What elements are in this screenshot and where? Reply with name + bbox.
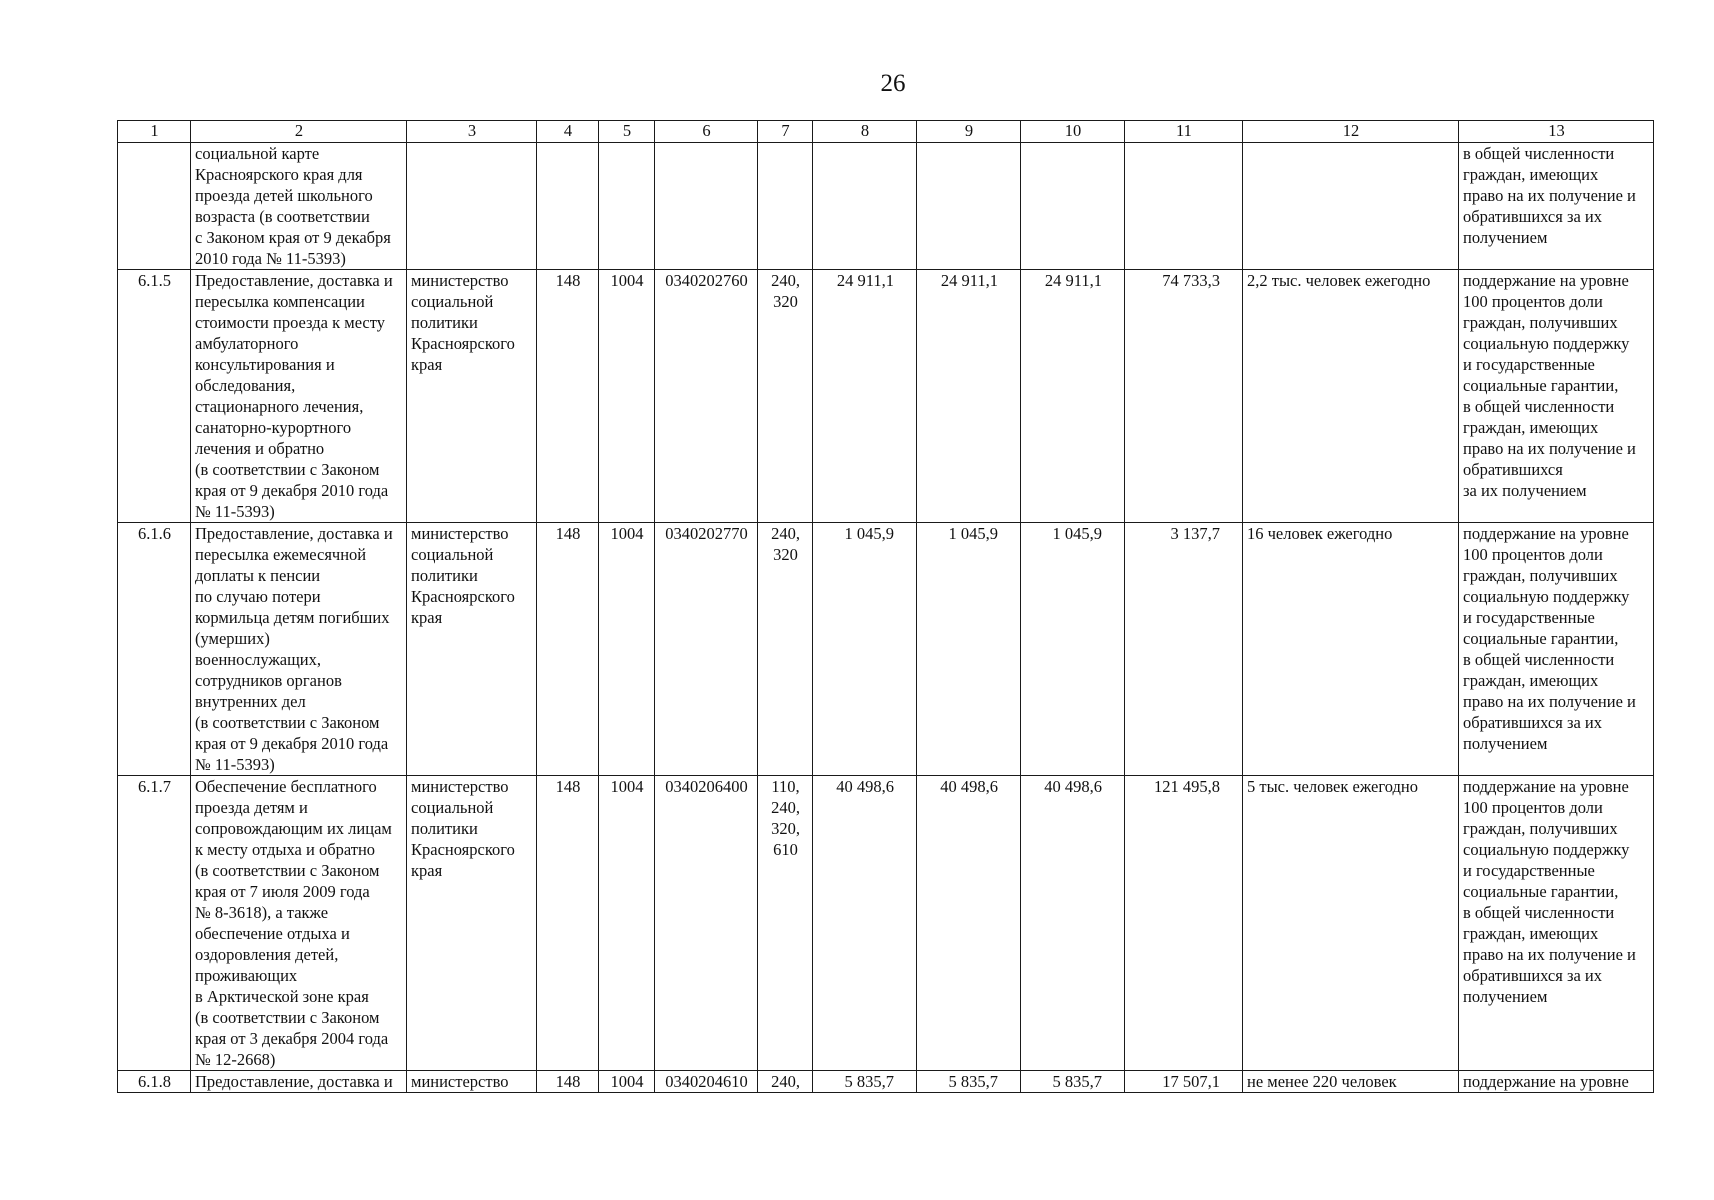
column-number: 6 <box>655 121 758 143</box>
cell-name: Предоставление, доставка и <box>191 1071 407 1093</box>
cell-year-1: 40 498,6 <box>813 776 917 1071</box>
cell-num: 6.1.8 <box>118 1071 191 1093</box>
cell-rzpr: 1004 <box>599 523 655 776</box>
cell-year-3: 1 045,9 <box>1021 523 1125 776</box>
cell-indicator <box>1243 143 1459 270</box>
cell-num: 6.1.5 <box>118 270 191 523</box>
cell-rzpr: 1004 <box>599 270 655 523</box>
cell-indicator: 16 человек ежегодно <box>1243 523 1459 776</box>
column-number: 9 <box>917 121 1021 143</box>
cell-name: Предоставление, доставка и пересылка ежемесячной доплаты к пенсии по случаю потери кормильца детям погибших (умерших) военнослужащих, сотрудников органов внутренних дел (в соответствии с Законом края от 9 декабря 2010 года № 11-5393) <box>191 523 407 776</box>
cell-year-3: 24 911,1 <box>1021 270 1125 523</box>
cell-result: в общей численности граждан, имеющих право на их получение и обратившихся за их получением <box>1459 143 1654 270</box>
cell-total: 17 507,1 <box>1125 1071 1243 1093</box>
column-number: 12 <box>1243 121 1459 143</box>
table-row <box>118 776 1654 1071</box>
cell-total: 74 733,3 <box>1125 270 1243 523</box>
cell-year-3: 5 835,7 <box>1021 1071 1125 1093</box>
cell-csr <box>655 143 758 270</box>
cell-num: 6.1.7 <box>118 776 191 1071</box>
cell-csr: 0340204610 <box>655 1071 758 1093</box>
cell-result: поддержание на уровне 100 процентов доли граждан, получивших социальную поддержку и государственные социальные гарантии, в общей численности граждан, имеющих право на их получение и обратившихся за их получением <box>1459 776 1654 1071</box>
cell-year-1: 24 911,1 <box>813 270 917 523</box>
cell-executor <box>407 143 537 270</box>
cell-name: Обеспечение бесплатного проезда детям и сопровождающим их лицам к месту отдыха и обратно (в соответствии с Законом края от 7 июля 2009 года № 8-3618), а также обеспечение отдыха и оздоровления детей, проживающих в Арктической зоне края (в соответствии с Законом края от 3 декабря 2004 года № 12-2668) <box>191 776 407 1071</box>
column-number: 7 <box>758 121 813 143</box>
cell-year-2: 40 498,6 <box>917 776 1021 1071</box>
cell-indicator: не менее 220 человек <box>1243 1071 1459 1093</box>
cell-vr: 110, 240, 320, 610 <box>758 776 813 1071</box>
column-number-row <box>118 121 1654 143</box>
cell-year-2: 1 045,9 <box>917 523 1021 776</box>
cell-vr: 240, 320 <box>758 270 813 523</box>
cell-executor: министерство <box>407 1071 537 1093</box>
cell-grbs: 148 <box>537 270 599 523</box>
cell-num: 6.1.6 <box>118 523 191 776</box>
cell-year-3: 40 498,6 <box>1021 776 1125 1071</box>
page-number: 26 <box>880 70 906 97</box>
cell-year-1: 5 835,7 <box>813 1071 917 1093</box>
cell-rzpr <box>599 143 655 270</box>
cell-executor: министерство социальной политики Красноярского края <box>407 270 537 523</box>
cell-csr: 0340202760 <box>655 270 758 523</box>
cell-year-1 <box>813 143 917 270</box>
cell-year-2: 5 835,7 <box>917 1071 1021 1093</box>
column-number: 13 <box>1459 121 1654 143</box>
column-number: 5 <box>599 121 655 143</box>
table-row <box>118 270 1654 523</box>
cell-indicator: 5 тыс. человек ежегодно <box>1243 776 1459 1071</box>
cell-num <box>118 143 191 270</box>
cell-year-2 <box>917 143 1021 270</box>
cell-rzpr: 1004 <box>599 776 655 1071</box>
cell-grbs: 148 <box>537 776 599 1071</box>
cell-rzpr: 1004 <box>599 1071 655 1093</box>
cell-grbs: 148 <box>537 523 599 776</box>
cell-executor: министерство социальной политики Красноярского края <box>407 523 537 776</box>
cell-executor: министерство социальной политики Красноярского края <box>407 776 537 1071</box>
cell-csr: 0340206400 <box>655 776 758 1071</box>
cell-result: поддержание на уровне <box>1459 1071 1654 1093</box>
column-number: 8 <box>813 121 917 143</box>
column-number: 2 <box>191 121 407 143</box>
cell-name: социальной карте Красноярского края для проезда детей школьного возраста (в соответствии с Законом края от 9 декабря 2010 года № 11-5393) <box>191 143 407 270</box>
column-number: 1 <box>118 121 191 143</box>
continuation-row <box>118 143 1654 270</box>
column-number: 3 <box>407 121 537 143</box>
cell-grbs: 148 <box>537 1071 599 1093</box>
cell-year-3 <box>1021 143 1125 270</box>
cell-year-2: 24 911,1 <box>917 270 1021 523</box>
cell-vr: 240, 320 <box>758 523 813 776</box>
cell-total: 121 495,8 <box>1125 776 1243 1071</box>
budget-table <box>117 120 1654 1093</box>
column-number: 4 <box>537 121 599 143</box>
column-number: 10 <box>1021 121 1125 143</box>
column-number: 11 <box>1125 121 1243 143</box>
cell-grbs <box>537 143 599 270</box>
cell-result: поддержание на уровне 100 процентов доли граждан, получивших социальную поддержку и государственные социальные гарантии, в общей численности граждан, имеющих право на их получение и обратившихся за их получением <box>1459 523 1654 776</box>
cell-indicator: 2,2 тыс. человек ежегодно <box>1243 270 1459 523</box>
cell-year-1: 1 045,9 <box>813 523 917 776</box>
table-row <box>118 523 1654 776</box>
cell-total <box>1125 143 1243 270</box>
cell-csr: 0340202770 <box>655 523 758 776</box>
table-row <box>118 1071 1654 1093</box>
cell-vr: 240, <box>758 1071 813 1093</box>
cell-total: 3 137,7 <box>1125 523 1243 776</box>
cell-vr <box>758 143 813 270</box>
cell-result: поддержание на уровне 100 процентов доли граждан, получивших социальную поддержку и государственные социальные гарантии, в общей численности граждан, имеющих право на их получение и обратившихся за их получением <box>1459 270 1654 523</box>
cell-name: Предоставление, доставка и пересылка компенсации стоимости проезда к месту амбулаторного консультирования и обследования, стационарного лечения, санаторно-курортного лечения и обратно (в соответствии с Законом края от 9 декабря 2010 года № 11-5393) <box>191 270 407 523</box>
